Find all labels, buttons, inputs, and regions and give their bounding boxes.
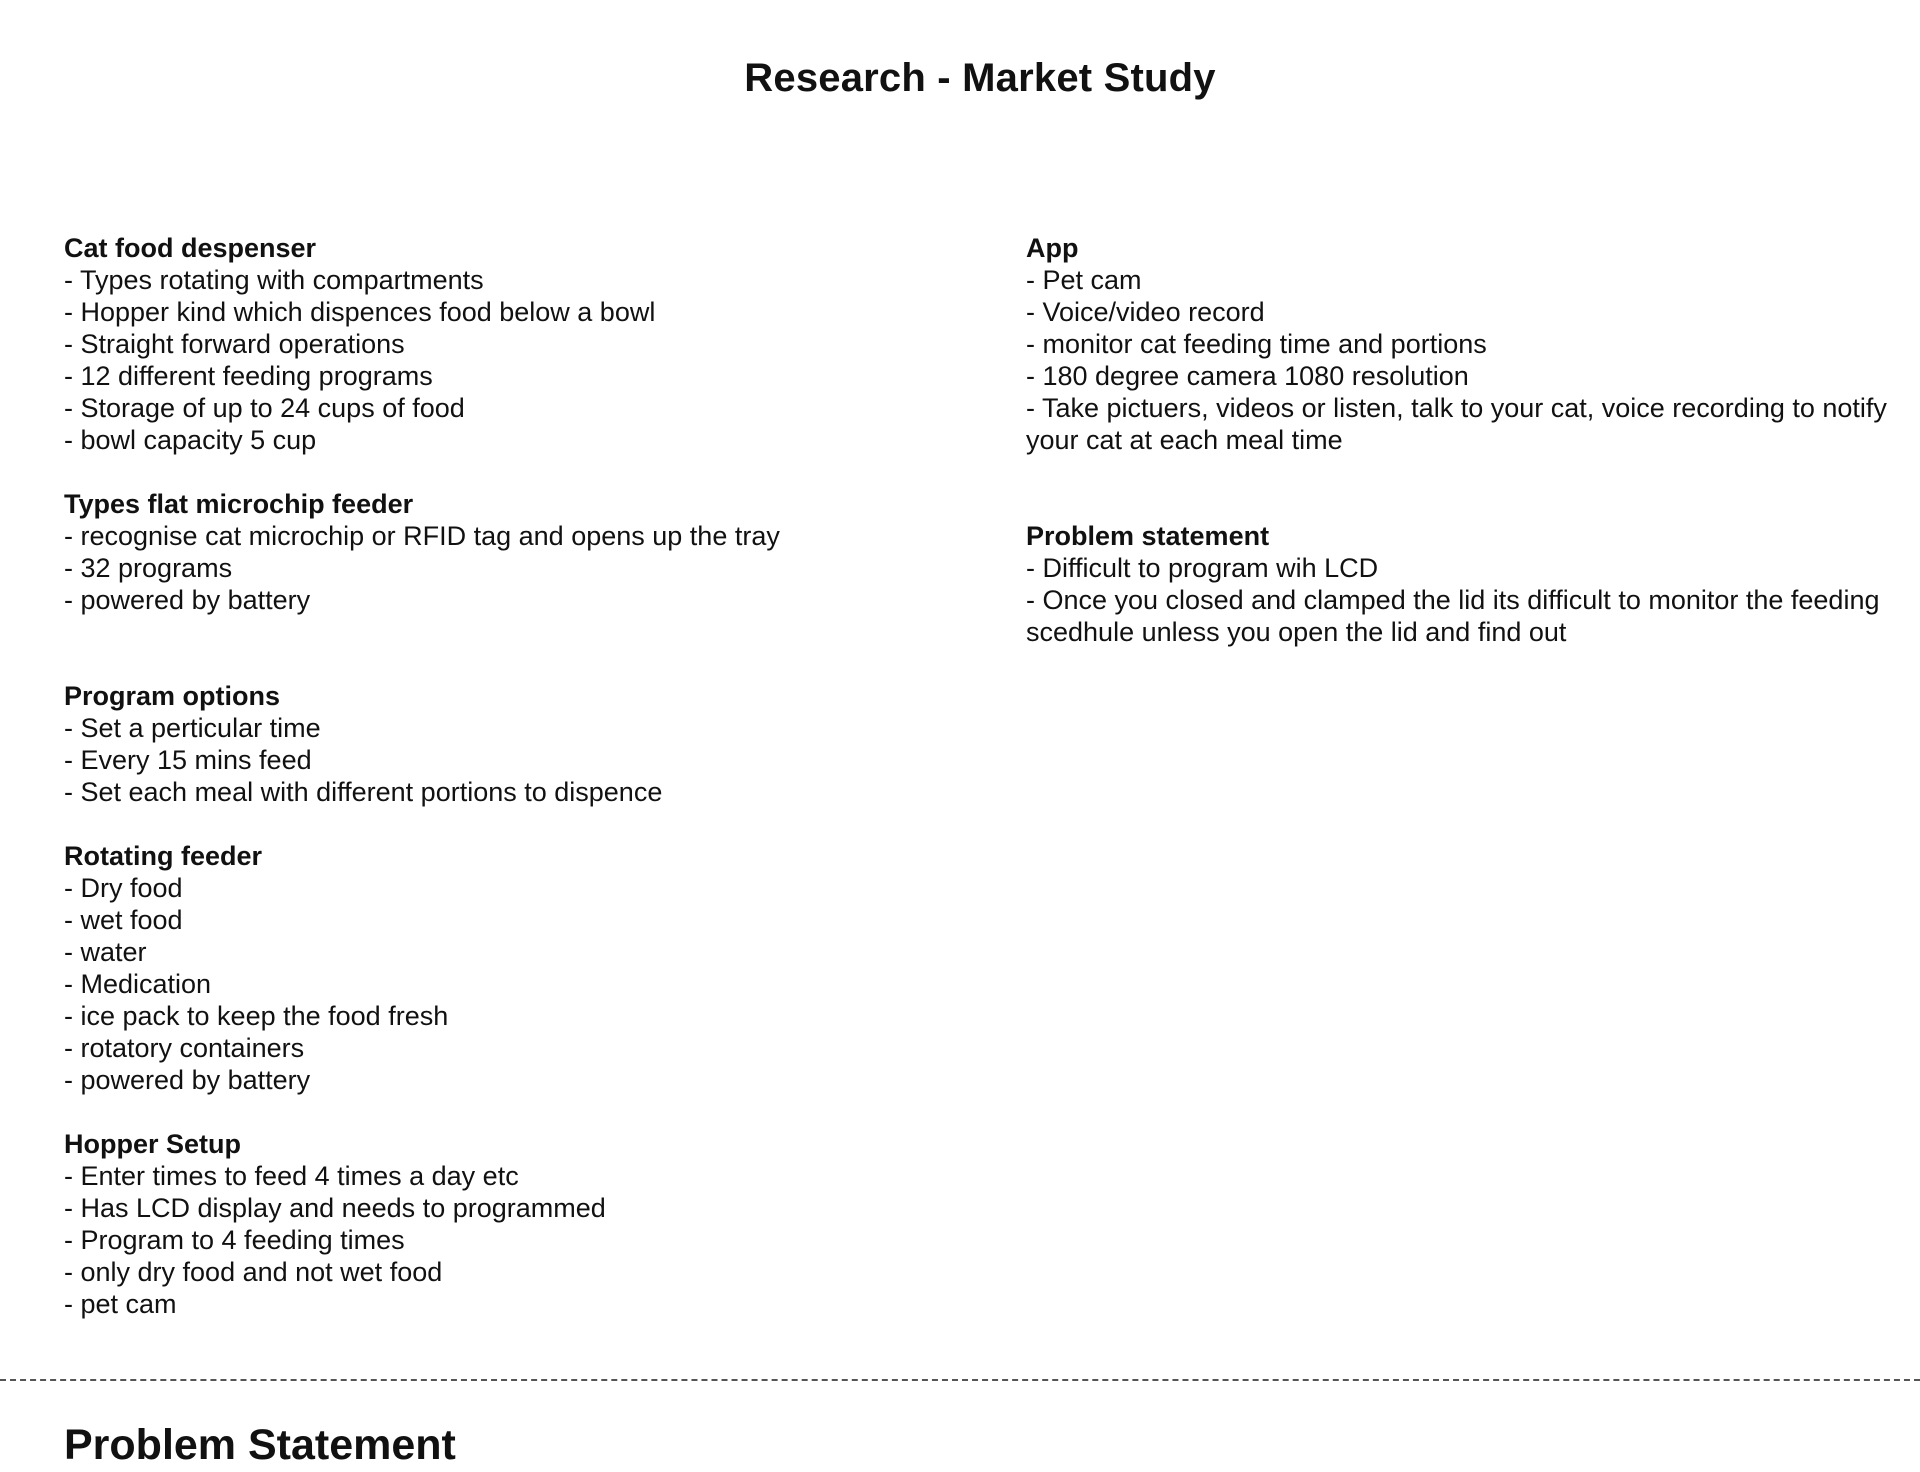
right-column [1026, 232, 1906, 648]
list-item: - pet cam [64, 1289, 177, 1319]
list-item: - 12 different feeding programs [64, 361, 433, 391]
list-item: - Enter times to feed 4 times a day etc [64, 1161, 519, 1191]
dashed-divider [0, 1379, 1920, 1381]
section-heading: Types flat microchip feeder [64, 489, 414, 519]
section-microchip-feeder [64, 488, 964, 616]
list-item: - monitor cat feeding time and portions [1026, 329, 1487, 359]
list-item: - Storage of up to 24 cups of food [64, 393, 465, 423]
list-item: - Types rotating with compartments [64, 265, 484, 295]
list-item: - Take pictuers, videos or listen, talk to your cat, voice recording to notify your cat at each meal time [1026, 393, 1887, 455]
section-hopper-setup [64, 1128, 964, 1320]
section-heading: Problem statement [1026, 521, 1270, 551]
list-item: - rotatory containers [64, 1033, 305, 1063]
list-item: - only dry food and not wet food [64, 1257, 443, 1287]
list-item: - powered by battery [64, 585, 311, 615]
list-item: - recognise cat microchip or RFID tag and opens up the tray [64, 521, 780, 551]
section-problem-statement [1026, 520, 1906, 648]
list-item: - 32 programs [64, 553, 233, 583]
list-item: - Set each meal with different portions to dispence [64, 777, 663, 807]
list-item: - Set a perticular time [64, 713, 321, 743]
list-item: - Voice/video record [1026, 297, 1265, 327]
list-item: - Difficult to program wih LCD [1026, 553, 1379, 583]
list-item: - Has LCD display and needs to programmed [64, 1193, 606, 1223]
section-heading: Cat food despenser [64, 233, 317, 263]
list-item: - Once you closed and clamped the lid its difficult to monitor the feeding scedhule unless you open the lid and find out [1026, 585, 1880, 647]
list-item: - bowl capacity 5 cup [64, 425, 317, 455]
list-item: - Program to 4 feeding times [64, 1225, 405, 1255]
page-title: Research - Market Study [744, 56, 1216, 100]
section-cat-food-dispenser [64, 232, 964, 456]
list-item: - powered by battery [64, 1065, 311, 1095]
list-item: - Medication [64, 969, 212, 999]
section-heading: Hopper Setup [64, 1129, 242, 1159]
problem-statement-heading: Problem Statement [64, 1421, 456, 1469]
left-column [64, 232, 964, 1320]
list-item: - Every 15 mins feed [64, 745, 312, 775]
section-heading: App [1026, 233, 1079, 263]
section-app [1026, 232, 1906, 456]
list-item: - Dry food [64, 873, 183, 903]
list-item: - wet food [64, 905, 183, 935]
list-item: - ice pack to keep the food fresh [64, 1001, 449, 1031]
section-rotating-feeder [64, 840, 964, 1096]
list-item: - water [64, 937, 147, 967]
section-program-options [64, 680, 964, 808]
list-item: - Straight forward operations [64, 329, 405, 359]
list-item: - Pet cam [1026, 265, 1142, 295]
section-heading: Rotating feeder [64, 841, 263, 871]
list-item: - 180 degree camera 1080 resolution [1026, 361, 1469, 391]
section-heading: Program options [64, 681, 281, 711]
list-item: - Hopper kind which dispences food below a bowl [64, 297, 656, 327]
